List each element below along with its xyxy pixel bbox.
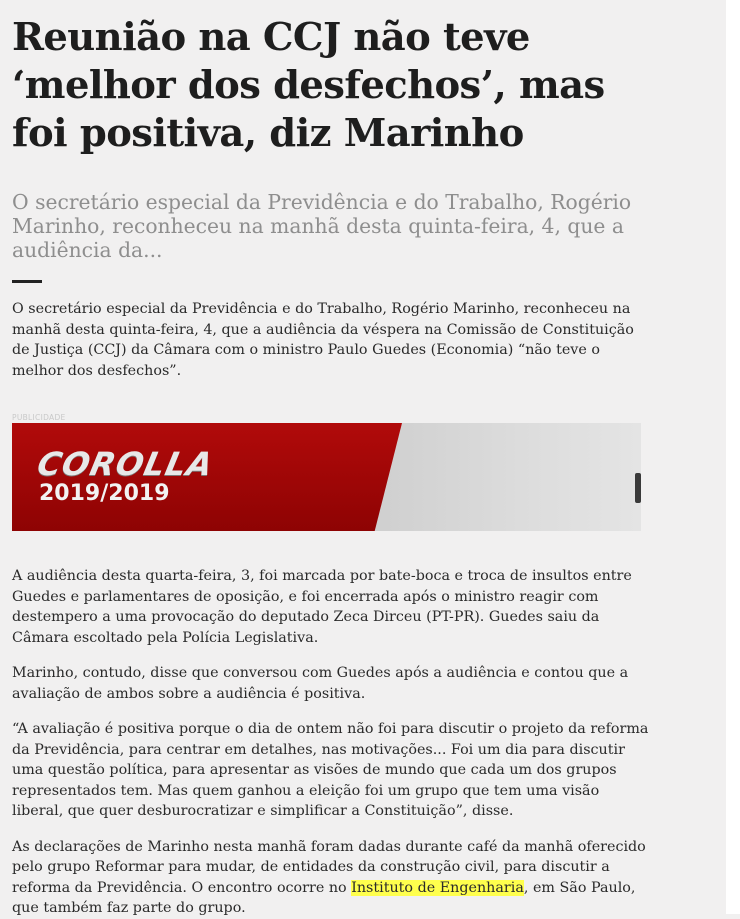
article [12, 0, 652, 919]
paragraph-5-text-after: , em São Paulo, que também faz parte do grupo. [12, 879, 636, 916]
ad-banner[interactable] [12, 423, 641, 531]
paragraph-5-text-before: As declarações de Marinho nesta manhã foram dadas durante café da manhã oferecido pelo grupo Reformar para mudar, de entidades da construção civil, para discutir a reforma da Previdência. O encontro ocorre no [12, 838, 646, 896]
ad-banner-background [372, 423, 641, 531]
ad-label: PUBLICIDADE [12, 413, 66, 422]
headline: Reunião na CCJ não teve ‘melhor dos desfechos’, mas foi positiva, diz Marinho [12, 15, 605, 156]
paragraph-2: A audiência desta quarta-feira, 3, foi marcada por bate-boca e troca de insultos entre Guedes e parlamentares de oposição, e foi encerrada após o ministro reagir com destempero a uma provocação do deputado Zeca Dirceu (PT-PR). Guedes saiu da Câmara escoltado pela Polícia Legislativa. [12, 568, 632, 646]
paragraph-5 [12, 837, 652, 919]
page-edge [726, 0, 740, 914]
paragraph-3: Marinho, contudo, disse que conversou com Guedes após a audiência e contou que a avaliação de ambos sobre a audiência é positiva. [12, 665, 629, 702]
ad-edge-mark [635, 473, 641, 503]
paragraph-4: “A avaliação é positiva porque o dia de ontem não foi para discutir o projeto da reforma da Previdência, para centrar em detalhes, nas motivações... Foi um dia para discutir uma questão política, para apresentar as visões de mundo que cada um dos grupos representados tem. Mas quem ganhou a eleição foi um grupo que tem uma visão liberal, que quer desburocratizar e simplificar a Constituição”, disse. [12, 721, 649, 819]
instituto-link[interactable]: Instituto de Engenharia [351, 879, 524, 896]
divider [12, 280, 42, 283]
ad-year: 2019/2019 [39, 481, 170, 506]
subtitle: O secretário especial da Previdência e do Trabalho, Rogério Marinho, reconheceu na manhã desta quinta-feira, 4, que a audiência da... [12, 190, 632, 262]
paragraph-1: O secretário especial da Previdência e do Trabalho, Rogério Marinho, reconheceu na manhã desta quinta-feira, 4, que a audiência da véspera na Comissão de Constituição de Justiça (CCJ) da Câmara com o ministro Paulo Guedes (Economia) “não teve o melhor dos desfechos”. [12, 301, 634, 379]
ad-brand: COROLLA [33, 445, 218, 483]
